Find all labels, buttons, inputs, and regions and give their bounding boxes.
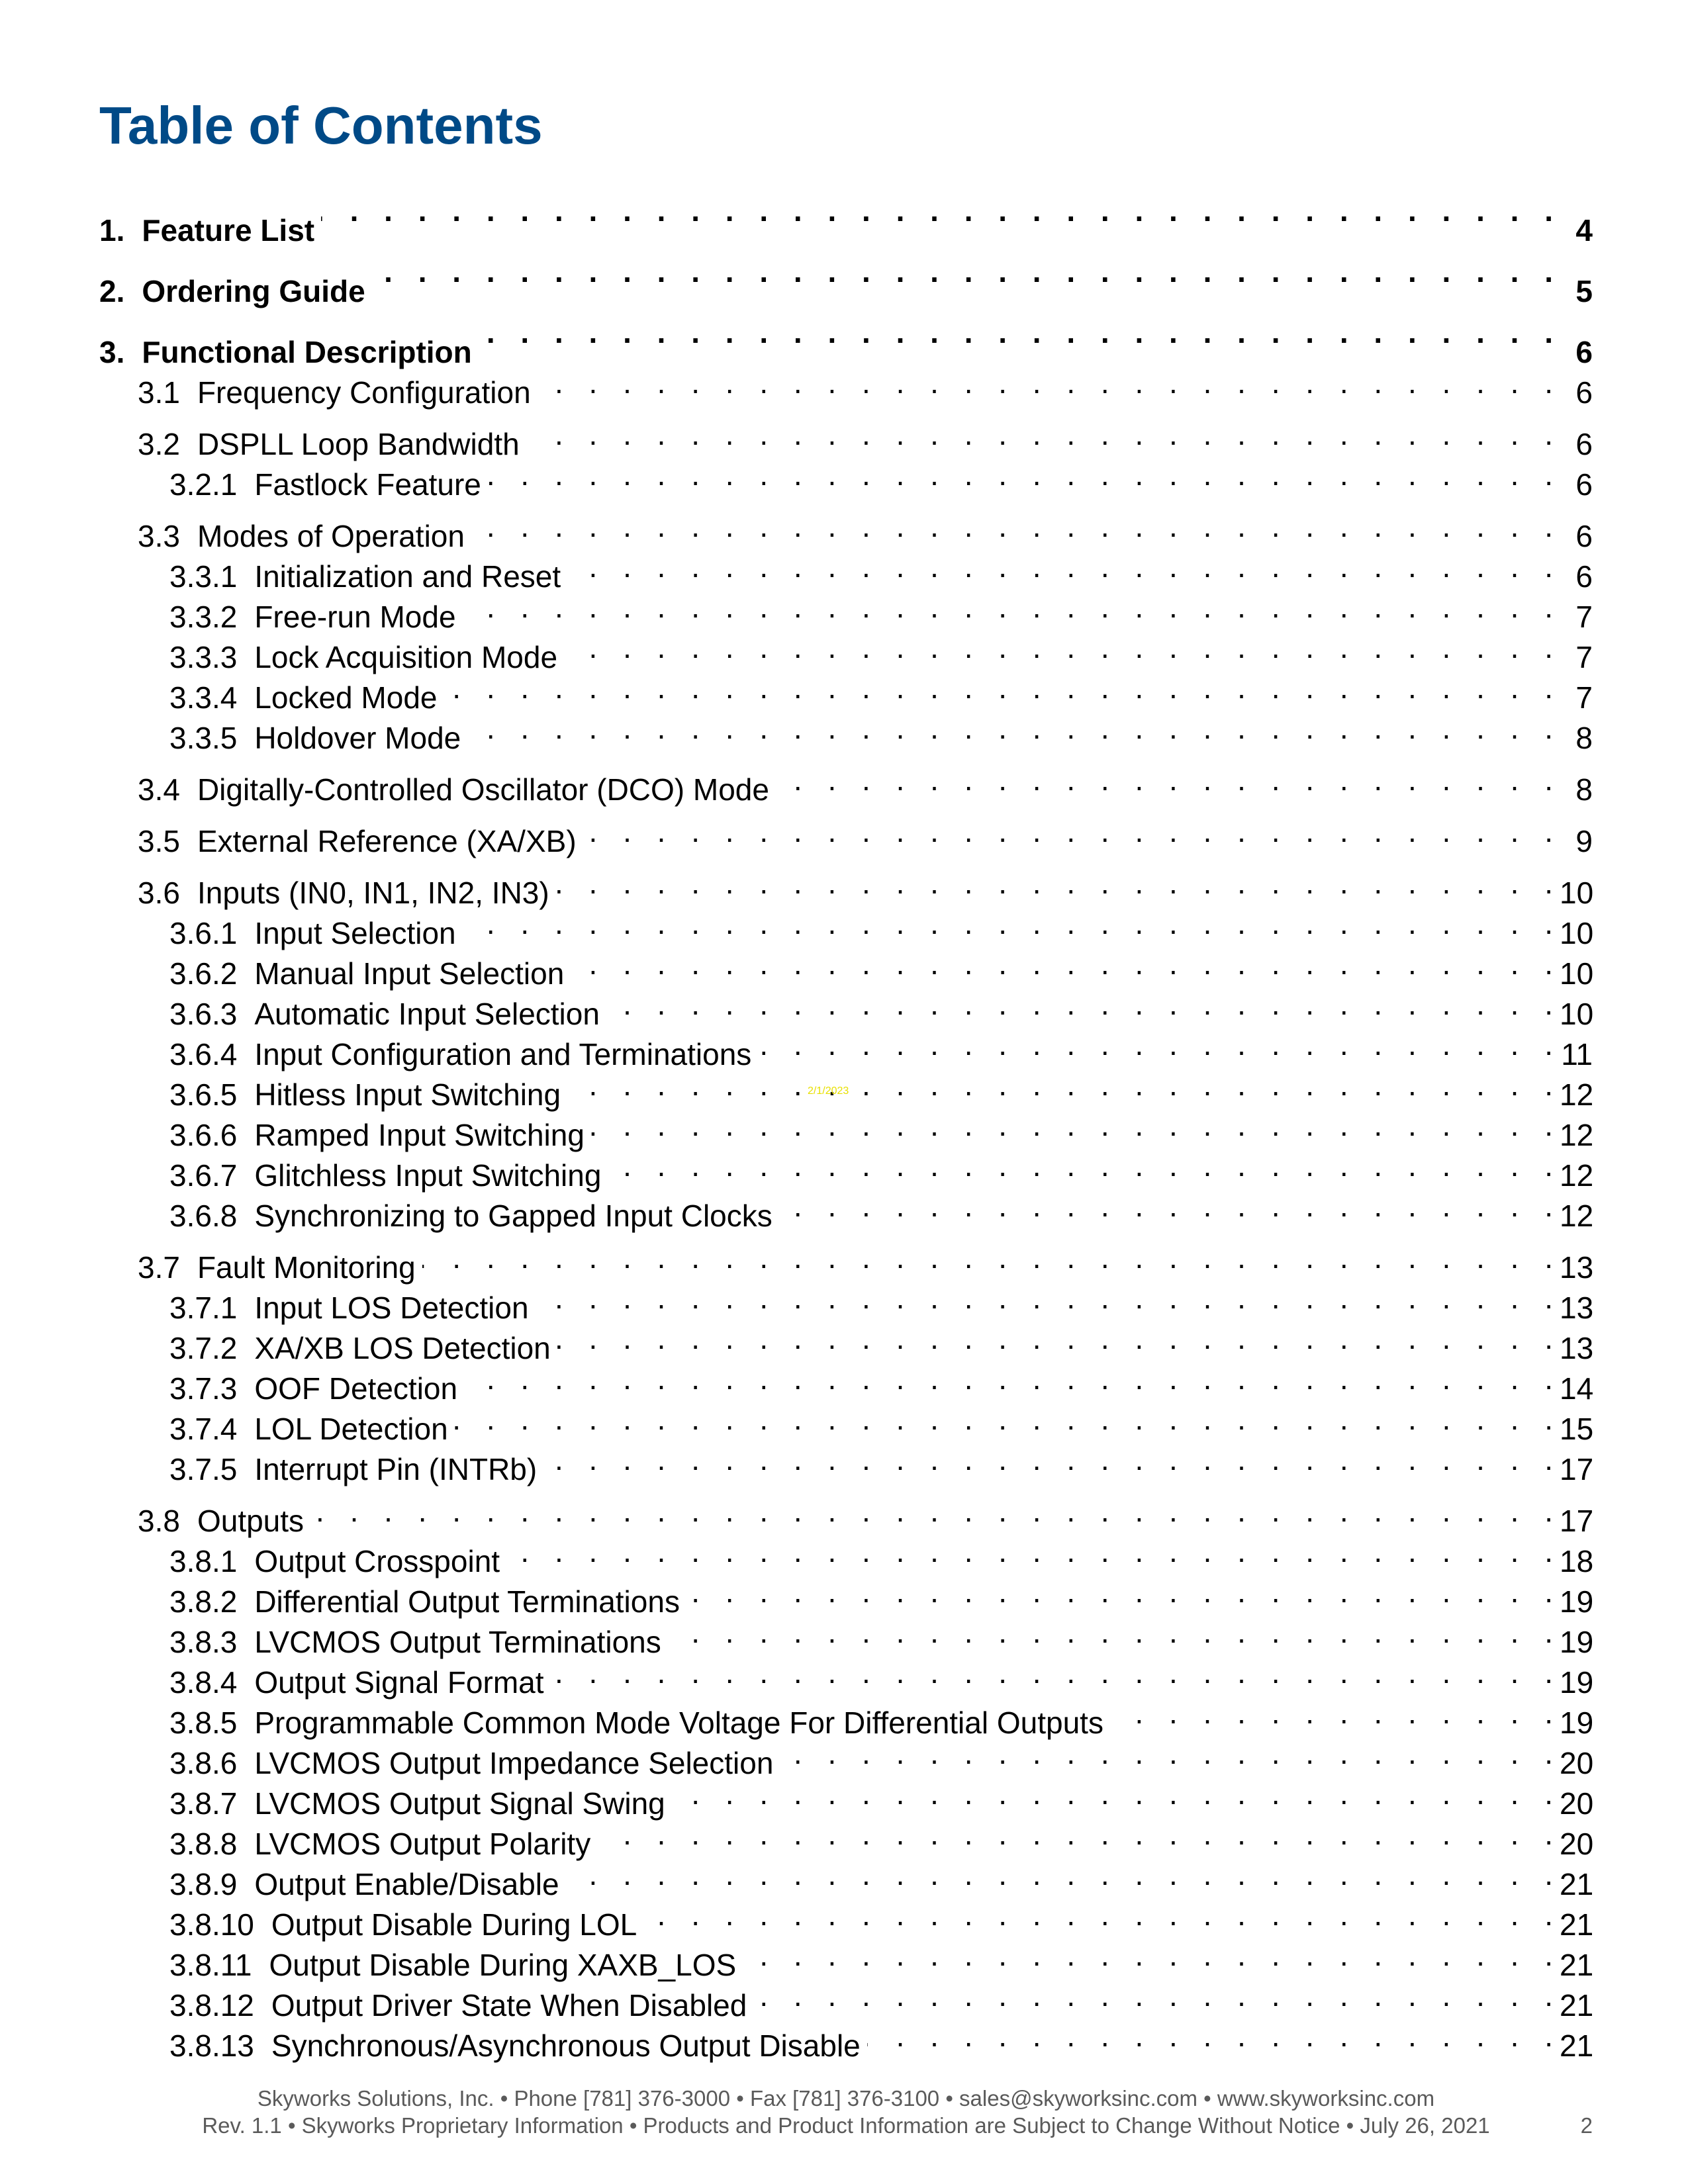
toc-entry-number: 3.5 (138, 824, 180, 858)
toc-entry-page: 9 (1575, 824, 1593, 858)
toc-entry-label: LVCMOS Output Polarity (254, 1827, 591, 1861)
toc-dot-leader (538, 363, 1553, 403)
toc-dot-leader (591, 1105, 1553, 1146)
toc-dot-leader (556, 863, 1553, 903)
page-title: Table of Contents (99, 96, 543, 155)
toc-dot-leader (479, 302, 1553, 363)
toc-entry-page: 4 (1575, 213, 1593, 248)
toc-entry-page: 8 (1575, 721, 1593, 755)
toc-entry-label: Automatic Input Selection (254, 997, 600, 1031)
toc-entry-number: 3.6.4 (169, 1037, 238, 1071)
toc-entry-label: Input Configuration and Terminations (254, 1037, 752, 1071)
toc-entry-number: 3.6.5 (169, 1077, 238, 1112)
toc-entry-label: DSPLL Loop Bandwidth (197, 427, 520, 461)
toc-entry-label: Ramped Input Switching (254, 1118, 585, 1152)
toc-dot-leader (597, 1814, 1553, 1854)
toc-entry-page: 12 (1560, 1158, 1594, 1193)
toc-entry[interactable] (99, 760, 1593, 807)
toc-entry-number: 3.7 (138, 1250, 180, 1285)
toc-entry-page: 6 (1575, 559, 1593, 594)
toc-entry-label: Fault Monitoring (197, 1250, 416, 1285)
toc-entry-label: Output Enable/Disable (254, 1867, 559, 1901)
toc-entry-number: 3.4 (138, 772, 180, 807)
toc-entry-page: 20 (1560, 1786, 1594, 1821)
toc-dot-leader (608, 1146, 1553, 1186)
toc-entry-number: 3.7.3 (169, 1371, 238, 1406)
toc-dot-leader (543, 1439, 1553, 1480)
toc-entry-number: 3.8.3 (169, 1625, 238, 1659)
toc-dot-leader (606, 984, 1553, 1024)
toc-entry-label: Feature List (142, 213, 315, 248)
toc-entry-label: Functional Description (142, 335, 472, 369)
toc-entry-number: 3.6.3 (169, 997, 238, 1031)
toc-entry[interactable] (99, 241, 1593, 308)
toc-entry-number: 3.1 (138, 375, 180, 410)
toc-entry-number: 3.6.2 (169, 956, 238, 991)
toc-dot-leader (467, 708, 1553, 749)
toc-entry-label: Output Signal Format (254, 1665, 544, 1700)
toc-entry-page: 5 (1575, 274, 1593, 308)
toc-entry-page: 12 (1560, 1118, 1594, 1152)
toc-dot-leader (571, 944, 1553, 984)
toc-entry-label: Synchronizing to Gapped Input Clocks (254, 1199, 773, 1233)
toc-dot-leader (464, 1359, 1553, 1399)
toc-entry-label: Free-run Mode (254, 600, 456, 634)
toc-dot-leader (743, 1935, 1553, 1976)
toc-entry-page: 19 (1560, 1625, 1594, 1659)
toc-dot-leader (867, 2016, 1553, 2056)
toc-dot-leader (758, 1024, 1553, 1065)
toc-entry-page: 12 (1560, 1199, 1594, 1233)
toc-entry-label: Output Disable During LOL (271, 1907, 637, 1942)
toc-entry-label: Digitally-Controlled Oscillator (DCO) Mode (197, 772, 769, 807)
toc-entry-number: 3.3.1 (169, 559, 238, 594)
toc-dot-leader (463, 903, 1553, 944)
toc-entry-number: 3.6.6 (169, 1118, 238, 1152)
toc-entry-page: 7 (1575, 680, 1593, 715)
toc-entry[interactable] (99, 1491, 1594, 1538)
toc-dot-leader (463, 587, 1553, 627)
toc-entry[interactable] (99, 863, 1594, 910)
watermark-stamp: 2/1/2023 (808, 1085, 849, 1097)
toc-dot-leader (583, 811, 1553, 852)
toc-entry-number: 3.8.2 (169, 1584, 238, 1619)
toc-entry-page: 19 (1560, 1706, 1594, 1740)
toc-entry-label: LOL Detection (254, 1412, 448, 1446)
toc-entry-page: 6 (1575, 519, 1593, 553)
toc-entry-page: 18 (1560, 1544, 1594, 1578)
toc-dot-leader (526, 414, 1553, 455)
toc-entry-page: 15 (1560, 1412, 1594, 1446)
toc-dot-leader (776, 760, 1553, 800)
toc-entry-page: 8 (1575, 772, 1593, 807)
toc-entry-number: 3.3.2 (169, 600, 238, 634)
toc-dot-leader (780, 1733, 1553, 1774)
toc-entry-label: Outputs (197, 1504, 305, 1538)
toc-entry-label: Ordering Guide (142, 274, 365, 308)
toc-entry-page: 13 (1560, 1250, 1594, 1285)
toc-entry-label: Interrupt Pin (INTRb) (254, 1452, 538, 1486)
toc-dot-leader (310, 1491, 1553, 1531)
toc-dot-leader (471, 506, 1553, 547)
toc-entry-page: 21 (1560, 1988, 1594, 2023)
toc-entry-number: 3.6 (138, 876, 180, 910)
toc-entry-number: 1. (99, 213, 125, 248)
toc-entry-number: 3.7.5 (169, 1452, 238, 1486)
toc-entry-label: LVCMOS Output Signal Swing (254, 1786, 665, 1821)
toc-entry-label: Holdover Mode (254, 721, 461, 755)
toc-entry-page: 20 (1560, 1827, 1594, 1861)
toc-entry-label: Initialization and Reset (254, 559, 561, 594)
toc-entry-number: 3.8.6 (169, 1746, 238, 1780)
toc-dot-leader (672, 1774, 1553, 1814)
toc-entry-page: 6 (1575, 427, 1593, 461)
toc-entry-number: 3.6.1 (169, 916, 238, 950)
toc-entry[interactable] (99, 414, 1593, 461)
toc-entry-label: Input LOS Detection (254, 1291, 529, 1325)
toc-dot-leader (551, 1653, 1553, 1693)
toc-entry-label: Programmable Common Mode Voltage For Differential Outputs (254, 1706, 1103, 1740)
toc-dot-leader (668, 1612, 1553, 1653)
toc-entry-page: 12 (1560, 1077, 1594, 1112)
toc-entry-page: 13 (1560, 1331, 1594, 1365)
toc-entry-page: 11 (1561, 1037, 1593, 1071)
footer-legal-line: Rev. 1.1 • Skyworks Proprietary Information • Products and Product Information are Subject to Change Without Notice • July 26, 2021 (202, 2113, 1490, 2138)
toc-entry-number: 3.3 (138, 519, 180, 553)
toc-dot-leader (557, 1318, 1553, 1359)
toc-entry-label: Hitless Input Switching (254, 1077, 561, 1112)
toc-entry-page: 13 (1560, 1291, 1594, 1325)
toc-entry-number: 3.8.9 (169, 1867, 238, 1901)
toc-entry-page: 10 (1560, 916, 1594, 950)
toc-entry[interactable] (99, 811, 1593, 858)
toc-dot-leader (1110, 1693, 1553, 1733)
toc-entry-page: 21 (1560, 1907, 1594, 1942)
toc-entry-page: 21 (1560, 1867, 1594, 1901)
toc-entry-label: Synchronous/Asynchronous Output Disable (271, 2028, 861, 2063)
toc-dot-leader (455, 1399, 1553, 1439)
toc-entry-page: 19 (1560, 1665, 1594, 1700)
toc-entry[interactable] (99, 1531, 1594, 1578)
toc-entry-number: 3.8.12 (169, 1988, 254, 2023)
toc-entry-page: 7 (1575, 640, 1593, 674)
toc-entry-page: 6 (1575, 467, 1593, 502)
toc-entry-number: 3.8 (138, 1504, 180, 1538)
toc-entry-label: Lock Acquisition Mode (254, 640, 558, 674)
toc-entry-number: 3.3.4 (169, 680, 238, 715)
toc-dot-leader (779, 1186, 1553, 1226)
toc-entry-page: 10 (1560, 876, 1594, 910)
toc-entry-page: 7 (1575, 600, 1593, 634)
toc-entry-number: 3.8.4 (169, 1665, 238, 1700)
toc-entry-number: 2. (99, 274, 125, 308)
toc-entry-page: 10 (1560, 997, 1594, 1031)
toc-entry-number: 3.7.2 (169, 1331, 238, 1365)
toc-entry-label: Modes of Operation (197, 519, 465, 553)
toc-entry-number: 3.6.8 (169, 1199, 238, 1233)
toc-entry-label: Differential Output Terminations (254, 1584, 680, 1619)
toc-entry-number: 3.8.7 (169, 1786, 238, 1821)
toc-entry-number: 3.2 (138, 427, 180, 461)
toc-dot-leader (564, 627, 1553, 668)
toc-dot-leader (567, 1065, 1553, 1105)
page-number: 2 (1580, 2113, 1593, 2138)
toc-entry-label: Inputs (IN0, IN1, IN2, IN3) (197, 876, 549, 910)
toc-entry-number: 3.3.3 (169, 640, 238, 674)
toc-dot-leader (488, 455, 1553, 495)
toc-dot-leader (566, 1854, 1553, 1895)
toc-entry-page: 17 (1560, 1452, 1594, 1486)
toc-entry-label: Output Disable During XAXB_LOS (269, 1948, 737, 1982)
toc-entry-page: 17 (1560, 1504, 1594, 1538)
toc-entry[interactable] (99, 1238, 1594, 1285)
toc-entry-label: LVCMOS Output Impedance Selection (254, 1746, 774, 1780)
toc-entry-label: Fastlock Feature (254, 467, 481, 502)
toc-entry-label: Manual Input Selection (254, 956, 565, 991)
toc-entry-number: 3.8.10 (169, 1907, 254, 1942)
toc-dot-leader (444, 668, 1554, 708)
toc-entry-page: 6 (1575, 375, 1593, 410)
toc-entry-label: Output Crosspoint (254, 1544, 500, 1578)
toc-entry-number: 3.8.8 (169, 1827, 238, 1861)
toc-entry-page: 6 (1575, 335, 1593, 369)
toc-entry-number: 3.8.13 (169, 2028, 254, 2063)
toc-entry-label: Frequency Configuration (197, 375, 531, 410)
toc-entry-label: Output Driver State When Disabled (271, 1988, 747, 2023)
toc-entry-number: 3.3.5 (169, 721, 238, 755)
toc-entry[interactable] (99, 506, 1593, 553)
toc-dot-leader (753, 1976, 1553, 2016)
toc-dot-leader (567, 547, 1553, 587)
toc-entry-label: OOF Detection (254, 1371, 458, 1406)
toc-entry-page: 21 (1560, 1948, 1594, 1982)
toc-entry-number: 3.8.11 (169, 1948, 252, 1982)
toc-dot-leader (643, 1895, 1553, 1935)
toc-entry-label: External Reference (XA/XB) (197, 824, 577, 858)
toc-dot-leader (422, 1238, 1553, 1278)
toc-entry-number: 3.8.5 (169, 1706, 238, 1740)
toc-entry-label: XA/XB LOS Detection (254, 1331, 551, 1365)
toc-list (99, 180, 1594, 2063)
toc-entry-label: Input Selection (254, 916, 456, 950)
toc-entry-number: 3.7.1 (169, 1291, 238, 1325)
toc-entry-page: 19 (1560, 1584, 1594, 1619)
toc-entry-number: 3.7.4 (169, 1412, 238, 1446)
toc-entry-number: 3.2.1 (169, 467, 238, 502)
toc-entry-page: 20 (1560, 1746, 1594, 1780)
toc-entry-label: Locked Mode (254, 680, 438, 715)
toc-entry-label: LVCMOS Output Terminations (254, 1625, 661, 1659)
toc-dot-leader (506, 1531, 1553, 1572)
toc-entry-page: 21 (1560, 2028, 1594, 2063)
toc-entry-page: 10 (1560, 956, 1594, 991)
toc-dot-leader (686, 1572, 1553, 1612)
toc-entry-number: 3. (99, 335, 125, 369)
toc-dot-leader (372, 241, 1553, 302)
toc-entry-number: 3.8.1 (169, 1544, 238, 1578)
footer-contact-line: Skyworks Solutions, Inc. • Phone [781] 376-3000 • Fax [781] 376-3100 • sales@skyworksinc.com • www.skyworksinc.com (257, 2086, 1435, 2111)
toc-entry[interactable] (99, 180, 1593, 248)
toc-dot-leader (536, 1278, 1553, 1318)
toc-entry-number: 3.6.7 (169, 1158, 238, 1193)
page-footer (99, 2085, 1593, 2139)
toc-entry-label: Glitchless Input Switching (254, 1158, 602, 1193)
toc-entry-page: 14 (1560, 1371, 1594, 1406)
toc-dot-leader (321, 180, 1553, 241)
